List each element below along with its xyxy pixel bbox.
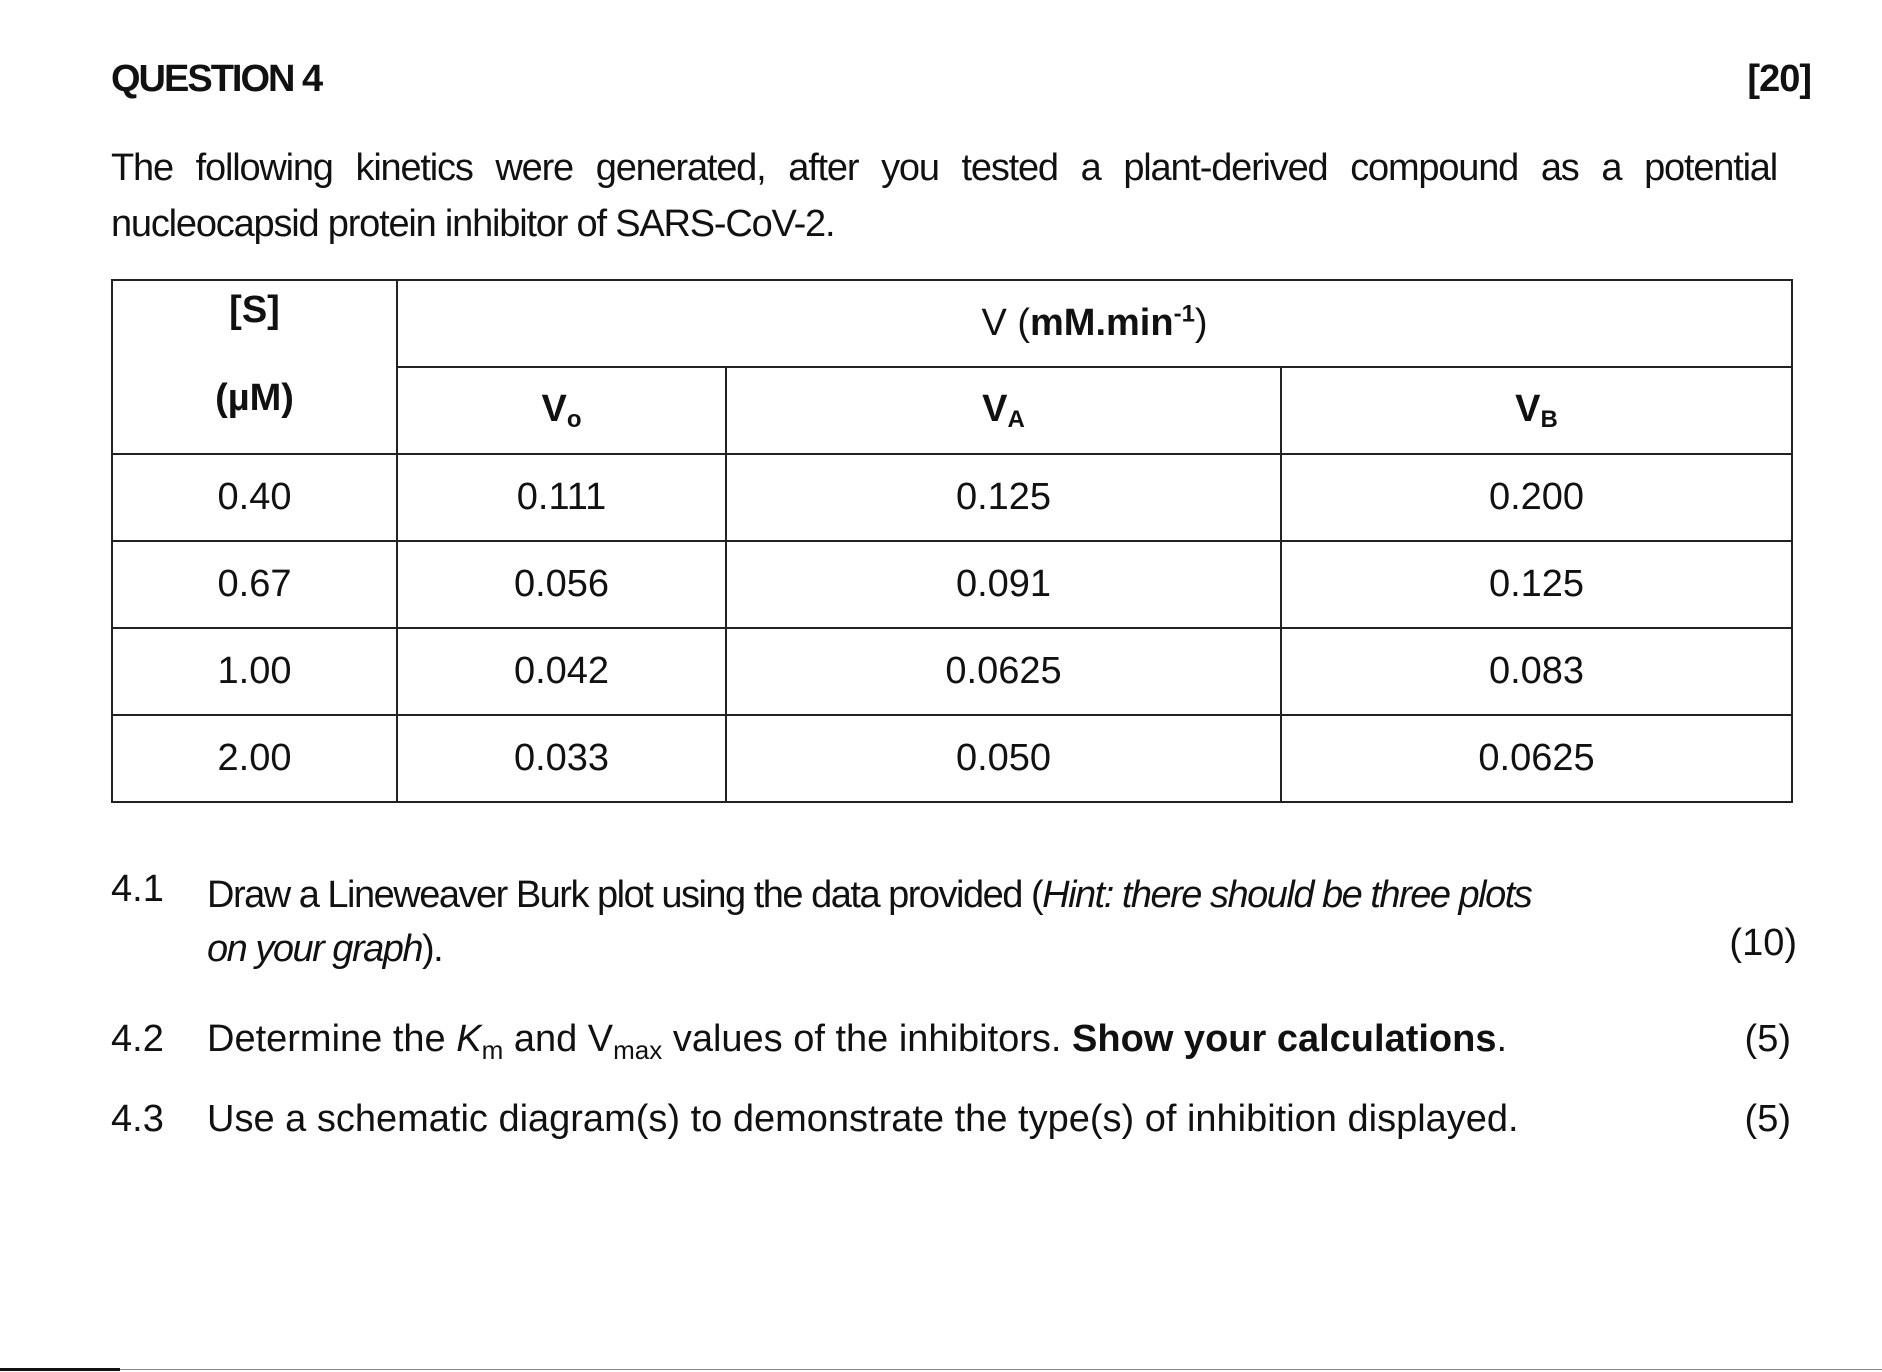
cell-va: 0.091 [726, 541, 1281, 628]
page-bottom-rule-accent [0, 1368, 120, 1371]
question-item-4-2 [111, 1018, 1811, 1068]
cell-s: 0.67 [112, 541, 397, 628]
substrate-header-label: [S] [229, 289, 280, 331]
question-total-marks: [20] [1747, 58, 1811, 100]
va-header: VA [726, 367, 1281, 454]
cell-vb: 0.200 [1281, 454, 1792, 541]
question-item-4-1 [111, 868, 1811, 978]
question-intro [111, 140, 1777, 252]
cell-va: 0.125 [726, 454, 1281, 541]
cell-v0: 0.033 [397, 715, 726, 802]
item-number: 4.3 [111, 1098, 164, 1140]
item-text: Draw a Lineweaver Burk plot using the data provided (Hint: there should be three plots on your graph). [207, 874, 1532, 970]
item-marks: (5) [1744, 1098, 1791, 1140]
item-marks: (5) [1744, 1018, 1791, 1060]
velocity-header-unit: mM.min [1030, 302, 1174, 344]
cell-s: 2.00 [112, 715, 397, 802]
velocity-header [397, 280, 1792, 367]
intro-line-2: nucleocapsid protein inhibitor of SARS-CoV-2. [111, 203, 835, 245]
item-hint-continued: on your graph [207, 928, 422, 970]
velocity-header-exponent: -1 [1173, 300, 1195, 328]
question-title: QUESTION 4 [111, 58, 322, 100]
substrate-header [112, 280, 397, 454]
vb-header: VB [1281, 367, 1792, 454]
cell-v0: 0.042 [397, 628, 726, 715]
v0-header: Vo [397, 367, 726, 454]
item-number: 4.2 [111, 1018, 164, 1060]
question-header [111, 58, 1811, 108]
table-row [112, 454, 1792, 541]
cell-va: 0.0625 [726, 628, 1281, 715]
item-text: Determine the $K_m$ and $V_{max}$ values of the inhibitors. Show your calculations. [207, 1018, 1508, 1065]
cell-v0: 0.111 [397, 454, 726, 541]
item-number: 4.1 [111, 868, 164, 910]
table-header-row [112, 280, 1792, 367]
cell-vb: 0.083 [1281, 628, 1792, 715]
page-bottom-rule [0, 1369, 1882, 1370]
item-text: Use a schematic diagram(s) to demonstrate the type(s) of inhibition displayed. [207, 1098, 1519, 1140]
cell-vb: 0.125 [1281, 541, 1792, 628]
cell-va: 0.050 [726, 715, 1281, 802]
item-emphasis: Show your calculations [1072, 1018, 1497, 1060]
substrate-header-unit: (µM) [215, 377, 294, 419]
item-hint: Hint: there should be three plots [1042, 874, 1532, 916]
table-row [112, 628, 1792, 715]
cell-v0: 0.056 [397, 541, 726, 628]
item-marks: (10) [1729, 922, 1797, 964]
velocity-header-suffix: ) [1194, 302, 1208, 344]
kinetics-table [111, 279, 1793, 803]
velocity-header-prefix: V ( [981, 302, 1031, 344]
cell-s: 0.40 [112, 454, 397, 541]
question-item-4-3 [111, 1098, 1811, 1148]
table-row [112, 541, 1792, 628]
cell-s: 1.00 [112, 628, 397, 715]
cell-vb: 0.0625 [1281, 715, 1792, 802]
table-row [112, 715, 1792, 802]
intro-line-1: The following kinetics were generated, after you tested a plant-derived compound as a potential [111, 147, 1777, 189]
